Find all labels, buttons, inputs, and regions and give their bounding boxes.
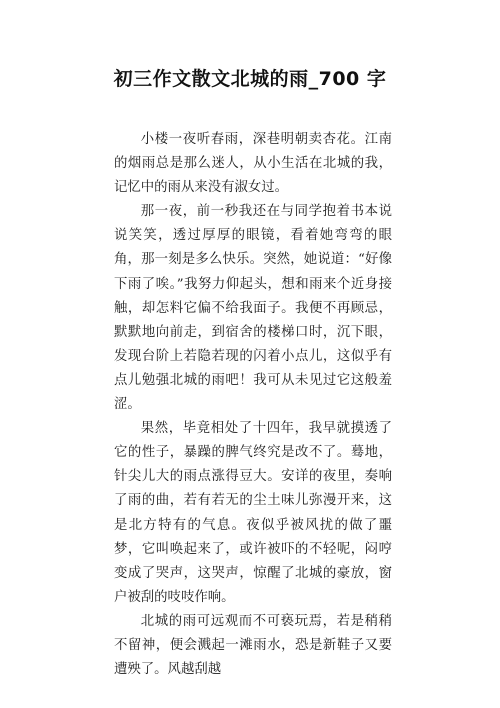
paragraph: 北城的雨可远观而不可亵玩焉，若是稍稍不留神，便会溅起一滩雨水，恐是新鞋子又要遭殃了。风越刮越 bbox=[114, 613, 392, 678]
paragraph: 果然，毕竟相处了十四年，我早就摸透了它的性子，暴躁的脾气终究是改不了。蓦地，针尖儿大的雨点涨得豆大。安详的夜里，奏响了雨的曲，若有若无的尘土味儿弥漫开来，这是北方特有的气息。夜似乎被风扰的做了噩梦，它叫唤起来了，或许被吓的不轻呢，闷哼变成了哭声，这哭声，惊醒了北城的豪放，窗户被刮的吱吱作响。 bbox=[114, 421, 392, 605]
document-body bbox=[114, 128, 392, 682]
document-title: 初三作文散文北城的雨_700 字 bbox=[113, 68, 387, 90]
paragraph: 小楼一夜听春雨，深巷明朝卖杏花。江南的烟雨总是那么迷人，从小生活在北城的我，记忆中的雨从来没有淑女过。 bbox=[114, 132, 392, 196]
paragraph: 那一夜，前一秒我还在与同学抱着书本说说笑笑，透过厚厚的眼镜，看着她弯弯的眼角，那一刻是多么快乐。突然，她说道：“好像下雨了唉。”我努力仰起头，想和雨来个近身接触，却怎料它偏不给我面子。我便不再顾忌，默默地向前走，到宿舍的楼梯口时，沉下眼，发现台阶上若隐若现的闪着小点儿，这似乎有点儿勉强北城的雨吧！我可从未见过它这般羞涩。 bbox=[114, 204, 392, 413]
